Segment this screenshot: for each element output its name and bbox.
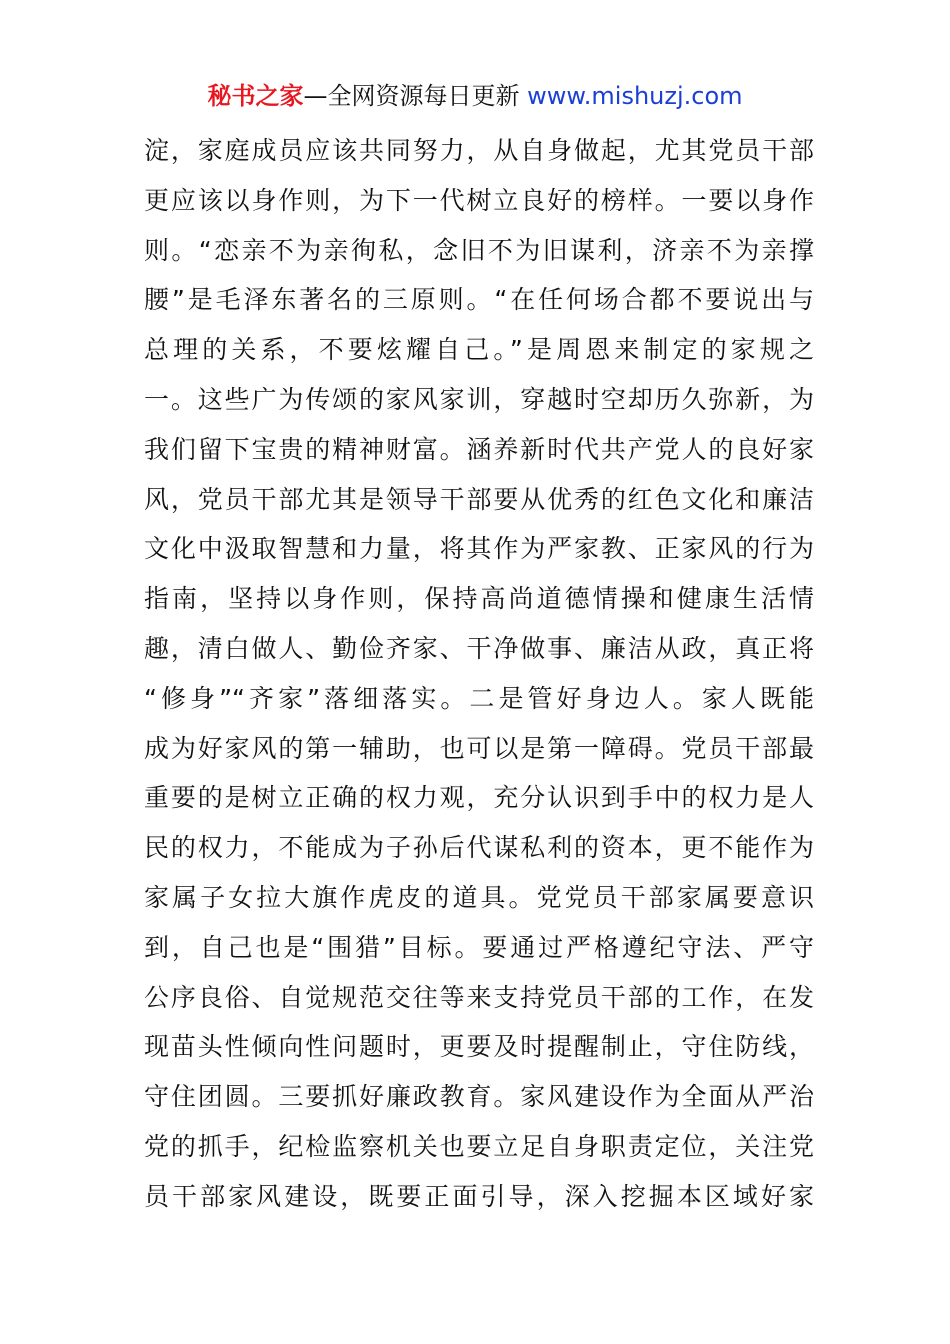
text-line: “修身”“齐家”落细落实。二是管好身边人。家人既能: [144, 683, 814, 713]
text-line: 趣，清白做人、勤俭齐家、干净做事、廉洁从政，真正将: [144, 633, 814, 663]
text-line: 风，党员干部尤其是领导干部要从优秀的红色文化和廉洁: [144, 484, 814, 514]
site-url-link[interactable]: www.mishuzj.com: [527, 82, 743, 110]
text-line: 腰”是毛泽东著名的三原则。“在任何场合都不要说出与: [144, 285, 814, 315]
text-line: 成为好家风的第一辅助，也可以是第一障碍。党员干部最: [144, 733, 814, 763]
text-line: 公序良俗、自觉规范交往等来支持党员干部的工作，在发: [144, 982, 814, 1012]
text-line: 总理的关系，不要炫耀自己。”是周恩来制定的家规之: [144, 335, 814, 365]
text-line: 重要的是树立正确的权力观，充分认识到手中的权力是人: [144, 783, 814, 813]
text-line: 我们留下宝贵的精神财富。涵养新时代共产党人的良好家: [144, 434, 814, 464]
text-line: 现苗头性倾向性问题时，更要及时提醒制止，守住防线，: [144, 1032, 814, 1062]
body-paragraph: [144, 126, 814, 1222]
site-header: [0, 78, 950, 114]
text-line: 守住团圆。三要抓好廉政教育。家风建设作为全面从严治: [144, 1082, 814, 1112]
text-line: 一。这些广为传颂的家风家训，穿越时空却历久弥新，为: [144, 384, 814, 414]
text-line: 员干部家风建设，既要正面引导，深入挖掘本区域好家: [144, 1181, 814, 1211]
text-line: 家属子女拉大旗作虎皮的道具。党党员干部家属要意识: [144, 882, 814, 912]
text-line: 淀，家庭成员应该共同努力，从自身做起，尤其党员干部: [144, 136, 814, 165]
text-line: 党的抓手，纪检监察机关也要立足自身职责定位，关注党: [144, 1131, 814, 1161]
header-tagline: —全网资源每日更新: [303, 82, 520, 110]
text-line: 到，自己也是“围猎”目标。要通过严格遵纪守法、严守: [144, 932, 814, 962]
text-line: 文化中汲取智慧和力量，将其作为严家教、正家风的行为: [144, 534, 814, 564]
text-line: 民的权力，不能成为子孙后代谋私利的资本，更不能作为: [144, 833, 814, 863]
brand-name: 秘书之家: [207, 82, 304, 110]
text-line: 则。“恋亲不为亲徇私，念旧不为旧谋利，济亲不为亲撑: [144, 235, 814, 265]
text-line: 指南，坚持以身作则，保持高尚道德情操和健康生活情: [144, 584, 814, 614]
text-line: 更应该以身作则，为下一代树立良好的榜样。一要以身作: [144, 185, 814, 215]
